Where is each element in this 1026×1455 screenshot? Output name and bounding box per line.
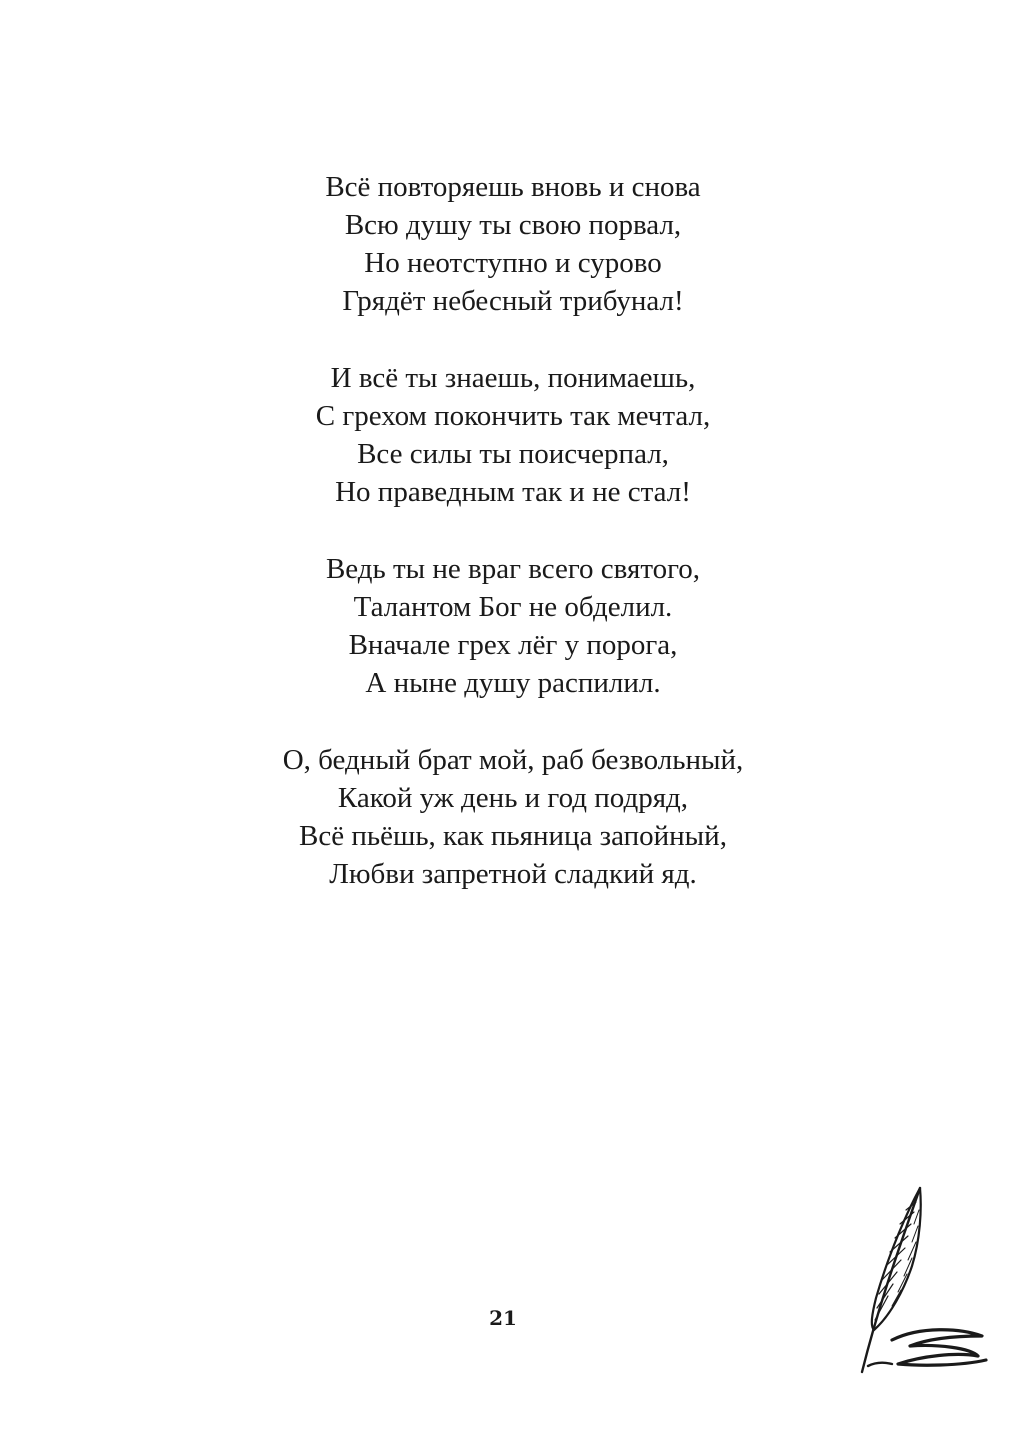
poem-line: И всё ты знаешь, понимаешь, (330, 362, 696, 394)
poem-line: Ведь ты не враг всего святого, (325, 553, 701, 585)
poem-line: Какой уж день и год подряд, (337, 782, 689, 814)
poem-line: С грехом покончить так мечтал, (315, 400, 711, 432)
stanza-4 (0, 741, 1026, 893)
stanza-3 (0, 550, 1026, 702)
poem (0, 168, 1026, 932)
stanza-1 (0, 168, 1026, 320)
poem-line: Любви запретной сладкий яд. (329, 858, 697, 890)
poem-line: Все силы ты поисчерпал, (357, 438, 669, 470)
poem-line: Но неотступно и сурово (364, 247, 662, 279)
poem-line: Талантом Бог не обделил. (353, 591, 673, 623)
page-number: 21 (489, 1306, 517, 1330)
poem-line: А ныне душу распилил. (365, 667, 661, 699)
poem-line: Всё пьёшь, как пьяница запойный, (299, 820, 727, 852)
stanza-2 (0, 359, 1026, 511)
poem-line: Вначале грех лёг у порога, (348, 629, 678, 661)
poem-line: О, бедный брат мой, раб безвольный, (282, 744, 744, 776)
poem-line: Но праведным так и не стал! (335, 476, 691, 508)
poem-line: Всё повторяешь вновь и снова (325, 171, 701, 203)
poem-line: Всю душу ты свою порвал, (344, 209, 682, 241)
quill-pen-icon (850, 1180, 1000, 1380)
poem-line: Грядёт небесный трибунал! (342, 285, 684, 317)
